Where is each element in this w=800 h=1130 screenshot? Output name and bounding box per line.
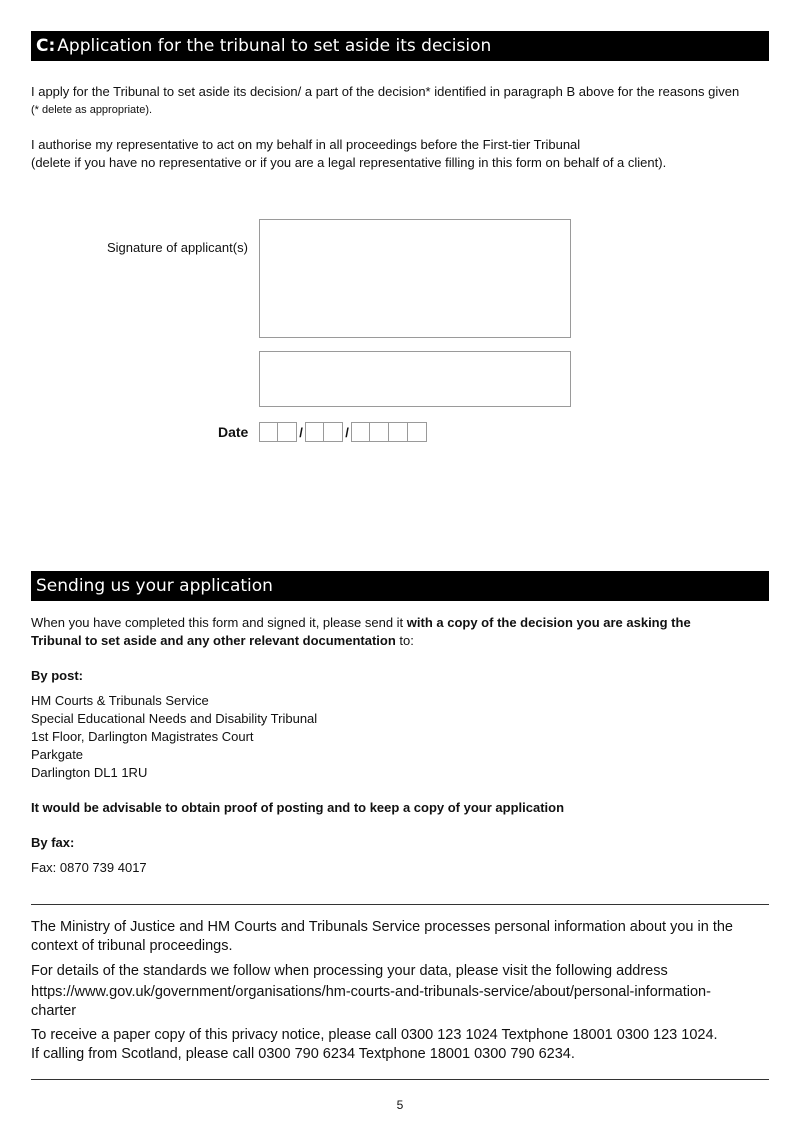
date-separator: /	[299, 424, 303, 440]
privacy-divider-bottom	[31, 1079, 769, 1080]
date-year-digit-4[interactable]	[408, 422, 427, 442]
date-month-digit-2[interactable]	[324, 422, 343, 442]
section-c-prefix: C:	[36, 36, 56, 56]
date-year-digit-2[interactable]	[370, 422, 389, 442]
signature-field[interactable]	[259, 219, 571, 338]
sending-header	[31, 571, 769, 601]
page-number: 5	[396, 1098, 404, 1112]
sending-intro-line-2	[31, 632, 414, 650]
section-c-header	[31, 31, 769, 61]
sending-intro-line-1	[31, 614, 691, 632]
privacy-url[interactable]: https://www.gov.uk/government/organisations/hm-courts-and-tribunals-service/about/personal-information-	[31, 984, 711, 1000]
privacy-text: If calling from Scotland, please call 0300 790 6234 Textphone 18001 0300 790 6234.	[31, 1046, 575, 1062]
date-label: Date	[218, 424, 249, 440]
privacy-text: context of tribunal proceedings.	[31, 938, 233, 954]
date-separator: /	[345, 424, 349, 440]
sending-intro-plain-2: to:	[395, 633, 414, 648]
address-line: Special Educational Needs and Disability Tribunal	[31, 711, 318, 726]
by-fax-label: By fax:	[31, 835, 75, 850]
fax-number: Fax: 0870 739 4017	[31, 860, 147, 875]
date-day-digit-1[interactable]	[259, 422, 278, 442]
proof-of-posting-note: It would be advisable to obtain proof of posting and to keep a copy of your application	[31, 800, 565, 815]
sending-intro-bold-2: Tribunal to set aside and any other relevant documentation	[31, 633, 396, 648]
signature-name-field[interactable]	[259, 351, 571, 407]
date-year-digit-3[interactable]	[389, 422, 408, 442]
authorise-statement: I authorise my representative to act on my behalf in all proceedings before the First-tier Tribunal	[31, 137, 581, 152]
address-line: 1st Floor, Darlington Magistrates Court	[31, 729, 254, 744]
date-month-digit-1[interactable]	[305, 422, 324, 442]
privacy-url-continued[interactable]: charter	[31, 1003, 77, 1019]
privacy-text: For details of the standards we follow when processing your data, please visit the following address	[31, 963, 668, 979]
address-line: Parkgate	[31, 747, 84, 762]
sending-title: Sending us your application	[36, 576, 273, 596]
date-day-digit-2[interactable]	[278, 422, 297, 442]
address-line: Darlington DL1 1RU	[31, 765, 148, 780]
date-year-digit-1[interactable]	[351, 422, 370, 442]
date-row	[218, 421, 427, 443]
address-line: HM Courts & Tribunals Service	[31, 693, 209, 708]
privacy-divider-top	[31, 904, 769, 905]
sending-intro-bold: with a copy of the decision you are asking the	[406, 615, 691, 630]
privacy-text: The Ministry of Justice and HM Courts and Tribunals Service processes personal information about you in the	[31, 919, 733, 935]
authorise-note: (delete if you have no representative or if you are a legal representative filling in this form on behalf of a client).	[31, 155, 667, 170]
sending-intro-plain: When you have completed this form and signed it, please send it	[31, 615, 407, 630]
by-post-label: By post:	[31, 668, 83, 683]
apply-footnote: (* delete as appropriate).	[31, 104, 153, 116]
privacy-text: To receive a paper copy of this privacy notice, please call 0300 123 1024 Textphone 18001 0300 123 1024.	[31, 1027, 718, 1043]
apply-statement: I apply for the Tribunal to set aside its decision/ a part of the decision* identified in paragraph B above for the reasons given	[31, 84, 740, 99]
signature-label: Signature of applicant(s)	[107, 240, 248, 255]
section-c-title: Application for the tribunal to set aside its decision	[57, 36, 492, 56]
